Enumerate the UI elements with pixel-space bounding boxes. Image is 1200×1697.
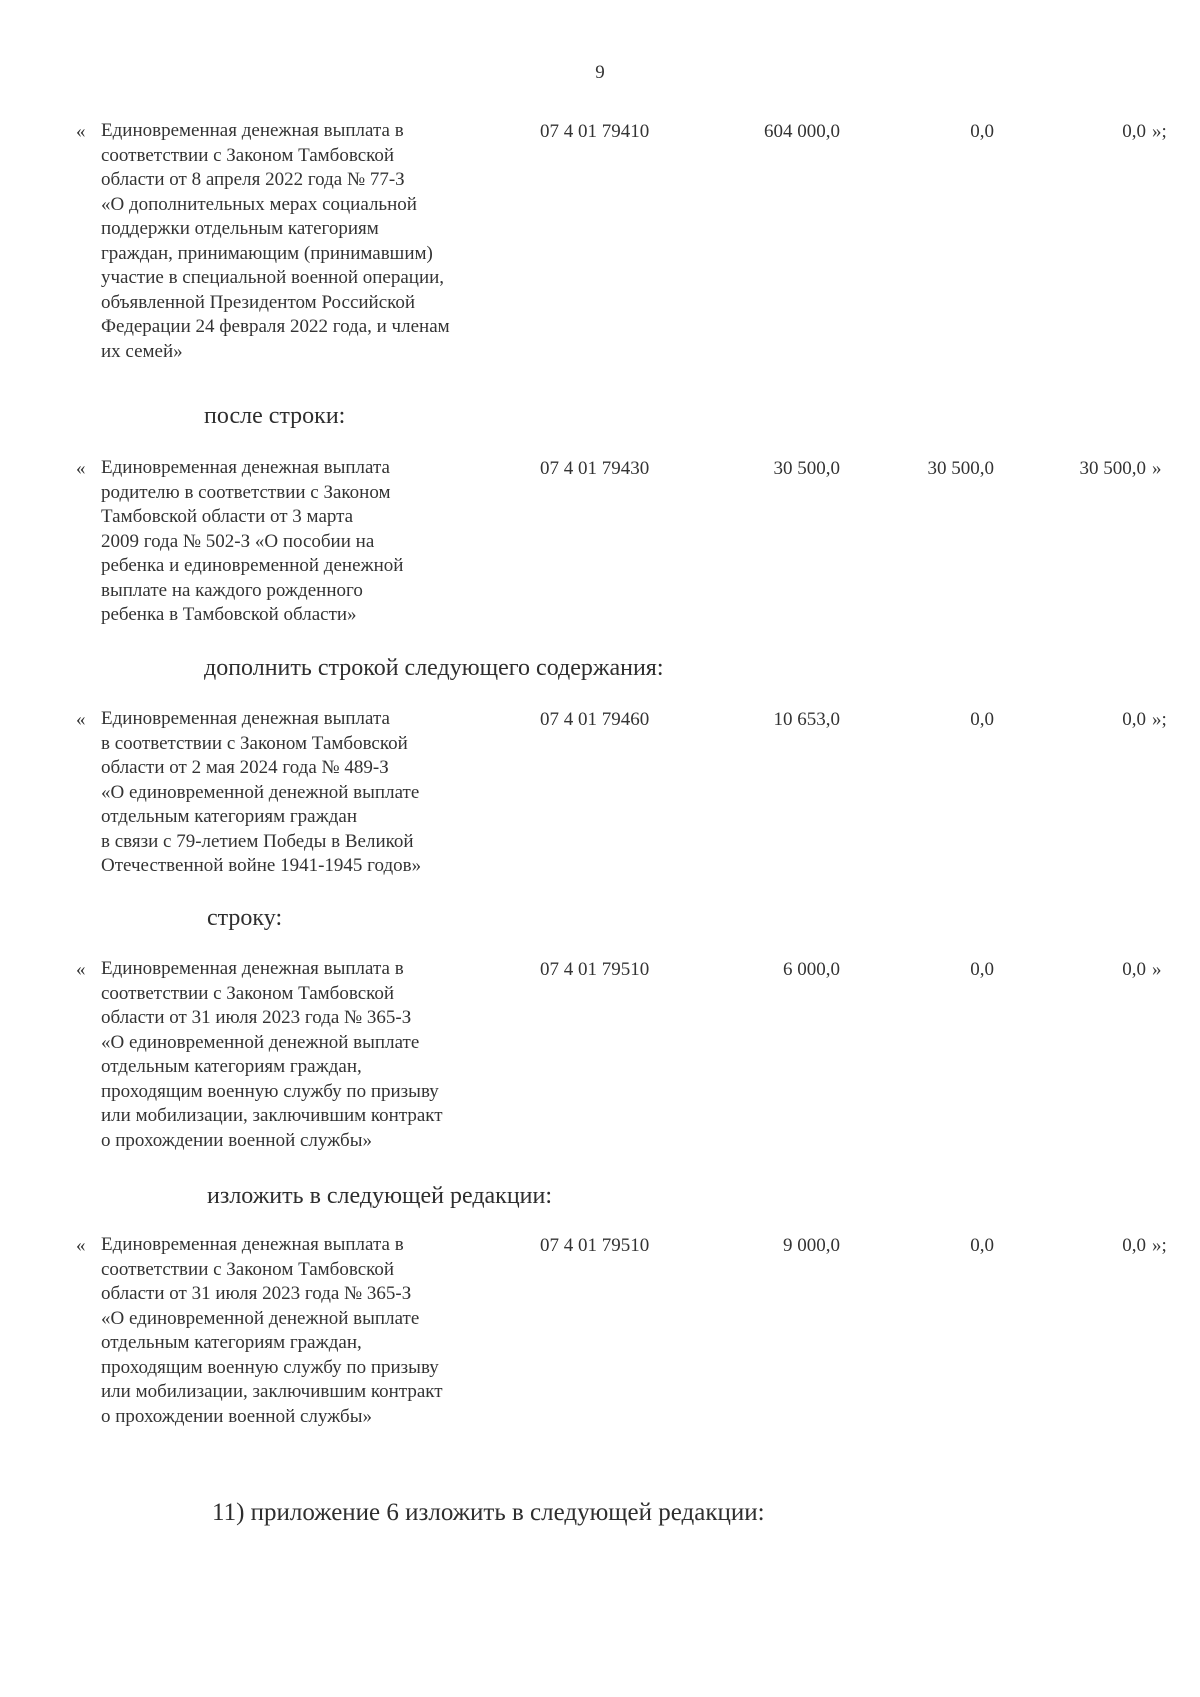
description-line: выплате на каждого рожденного <box>101 579 363 601</box>
description-line: родителю в соответствии с Законом <box>101 481 391 503</box>
instruction-line: строку: <box>207 905 283 931</box>
amount-year-3: 0,0 <box>1122 1235 1146 1256</box>
description-line: «О единовременной денежной выплате <box>101 1031 420 1053</box>
description-line: Единовременная денежная выплата <box>101 457 390 478</box>
opening-quote: « <box>76 121 86 142</box>
description-line: области от 31 июля 2023 года № 365-З <box>101 1283 412 1304</box>
budget-code: 07 4 01 79460 <box>540 709 650 730</box>
description-line: Единовременная денежная выплата в <box>101 958 404 979</box>
description-line: ребенка в Тамбовской области» <box>101 604 357 625</box>
amount-year-3: 0,0 <box>1122 959 1146 980</box>
closing-quote: » <box>1152 959 1162 980</box>
budget-code: 07 4 01 79510 <box>540 959 650 980</box>
amount-year-2: 0,0 <box>970 709 994 730</box>
amount-year-2: 0,0 <box>970 1235 994 1256</box>
row-description <box>101 707 521 879</box>
budget-code: 07 4 01 79410 <box>540 121 650 142</box>
description-line: 2009 года № 502-З «О пособии на <box>101 530 375 552</box>
description-line: о прохождении военной службы» <box>101 1405 372 1427</box>
opening-quote: « <box>76 709 86 730</box>
description-line: Единовременная денежная выплата в <box>101 120 404 141</box>
amount-year-3: 30 500,0 <box>1079 458 1146 479</box>
opening-quote: « <box>76 458 86 479</box>
description-line: о прохождении военной службы» <box>101 1129 372 1151</box>
description-line: или мобилизации, заключившим контракт <box>101 1381 443 1402</box>
description-line: их семей» <box>101 340 183 362</box>
description-line: области от 2 мая 2024 года № 489-З <box>101 757 389 778</box>
amount-year-1: 6 000,0 <box>783 959 840 980</box>
amount-year-2: 30 500,0 <box>927 458 994 479</box>
amount-year-3: 0,0 <box>1122 121 1146 142</box>
description-line: в связи с 79-летием Победы в Великой <box>101 830 414 852</box>
description-line: Единовременная денежная выплата <box>101 708 390 729</box>
description-line: в соответствии с Законом Тамбовской <box>101 732 408 754</box>
description-line: участие в специальной военной операции, <box>101 267 445 288</box>
instruction-add-line: дополнить строкой следующего содержания: <box>204 655 664 681</box>
instruction-after-line: после строки: <box>204 403 346 429</box>
closing-quote: »; <box>1152 709 1167 730</box>
description-line: ребенка и единовременной денежной <box>101 555 404 576</box>
description-line: «О единовременной денежной выплате <box>101 781 420 803</box>
amount-year-1: 30 500,0 <box>773 458 840 479</box>
page-number: 9 <box>595 62 605 83</box>
closing-quote: » <box>1152 458 1162 479</box>
closing-quote: »; <box>1152 1235 1167 1256</box>
description-line: Тамбовской области от 3 марта <box>101 506 354 527</box>
description-line: соответствии с Законом Тамбовской <box>101 982 395 1004</box>
description-line: соответствии с Законом Тамбовской <box>101 144 395 166</box>
description-line: проходящим военную службу по призыву <box>101 1080 439 1102</box>
opening-quote: « <box>76 1235 86 1256</box>
amount-year-2: 0,0 <box>970 959 994 980</box>
description-line: объявленной Президентом Российской <box>101 291 416 313</box>
description-line: Отечественной войне 1941-1945 годов» <box>101 855 422 876</box>
amount-year-3: 0,0 <box>1122 709 1146 730</box>
amount-year-2: 0,0 <box>970 121 994 142</box>
amount-year-1: 9 000,0 <box>783 1235 840 1256</box>
description-line: поддержки отдельным категориям <box>101 218 379 239</box>
description-line: соответствии с Законом Тамбовской <box>101 1258 395 1280</box>
row-description <box>101 1233 521 1429</box>
description-line: области от 8 апреля 2022 года № 77-З <box>101 169 405 190</box>
description-line: граждан, принимающим (принимавшим) <box>101 242 433 264</box>
description-line: или мобилизации, заключившим контракт <box>101 1105 443 1126</box>
description-line: Единовременная денежная выплата в <box>101 1234 404 1255</box>
description-line: проходящим военную службу по призыву <box>101 1356 439 1378</box>
instruction-new-edition: изложить в следующей редакции: <box>207 1183 553 1209</box>
amount-year-1: 604 000,0 <box>764 121 840 142</box>
row-description <box>101 957 521 1153</box>
budget-code: 07 4 01 79430 <box>540 458 650 479</box>
description-line: отдельным категориям граждан <box>101 806 357 827</box>
opening-quote: « <box>76 959 86 980</box>
description-line: отдельным категориям граждан, <box>101 1332 362 1353</box>
description-line: «О дополнительных мерах социальной <box>101 193 417 215</box>
instruction-appendix-6: 11) приложение 6 изложить в следующей редакции: <box>212 1499 765 1526</box>
description-line: Федерации 24 февраля 2022 года, и членам <box>101 316 450 337</box>
closing-quote: »; <box>1152 121 1167 142</box>
budget-code: 07 4 01 79510 <box>540 1235 650 1256</box>
amount-year-1: 10 653,0 <box>773 709 840 730</box>
description-line: «О единовременной денежной выплате <box>101 1307 420 1329</box>
row-description <box>101 456 521 628</box>
description-line: отдельным категориям граждан, <box>101 1056 362 1077</box>
description-line: области от 31 июля 2023 года № 365-З <box>101 1007 412 1028</box>
row-description <box>101 119 521 364</box>
